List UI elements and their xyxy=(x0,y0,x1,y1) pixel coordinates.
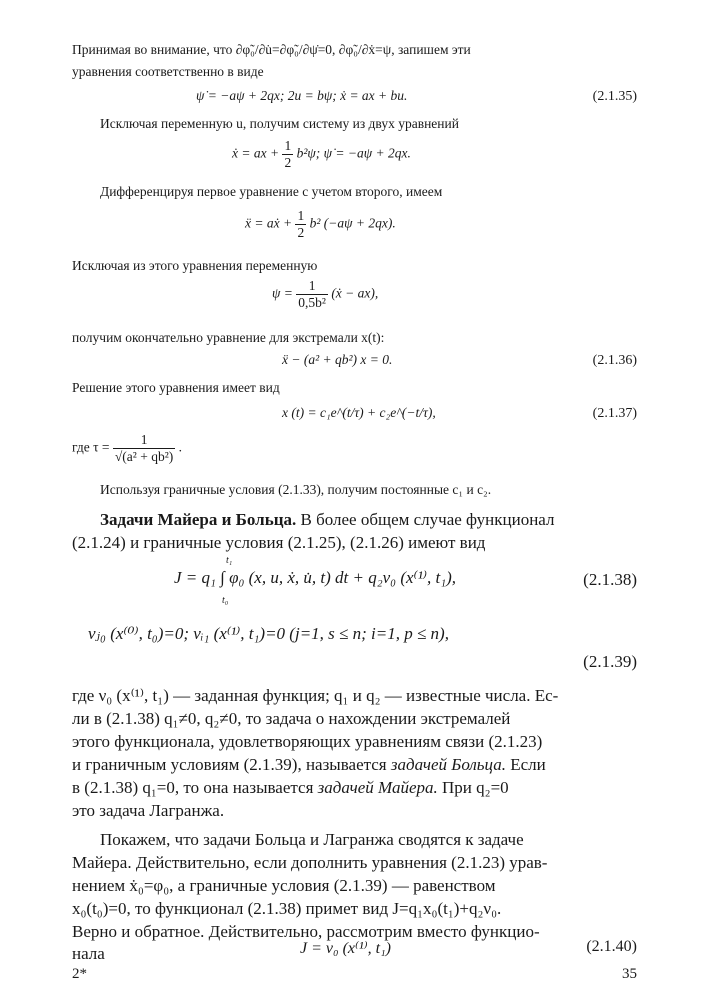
numerator: 1 xyxy=(113,432,175,449)
equation-2-1-40: J = ν₀ (x⁽¹⁾, t₁) xyxy=(300,940,391,957)
text-part: Если xyxy=(506,755,546,774)
text-line: где ν₀ (x⁽¹⁾, t₁) — заданная функция; q₁ и q₂ — известные числа. Ес- xyxy=(72,686,559,705)
equation-psi xyxy=(272,278,378,311)
text-line: Решение этого уравнения имеет вид xyxy=(72,380,280,395)
equation-2-1-36: ẍ − (a² + qb²) x = 0. xyxy=(282,352,393,367)
equation-part: ψ = xyxy=(272,285,293,301)
equation-2-1-35: ψ̇ = −aψ + 2qx; 2u = bψ; ẋ = ax + bu. xyxy=(196,88,408,103)
numerator: 1 xyxy=(297,208,305,223)
text-part: и граничным условиям (2.1.39), называется xyxy=(72,755,391,774)
text-line: уравнения соответственно в виде xyxy=(72,64,264,79)
text-line: нала xyxy=(72,944,105,963)
equation-part: b²ψ; ψ̇ = −aψ + 2qx. xyxy=(296,145,411,161)
equation-2-1-37: x (t) = c₁e^(t/τ) + c₂e^(−t/τ), xyxy=(282,405,436,420)
text-line: Исключая из этого уравнения переменную xyxy=(72,258,318,273)
integral-upper-limit: t₁ xyxy=(226,555,233,566)
fraction xyxy=(296,278,328,311)
equation-number: (2.1.40) xyxy=(586,938,637,955)
text-part: в (2.1.38) q₁=0, то она называется xyxy=(72,778,318,797)
text-line: Дифференцируя первое уравнение с учетом второго, имеем xyxy=(100,184,443,199)
text-line: Принимая во внимание, что ∂φ̃₀/∂u̇=∂φ̃₀/∂ψ̇=0, ∂φ̃₀/∂ẋ=ψ, запишем эти xyxy=(72,42,471,57)
denominator: 2 xyxy=(297,224,305,240)
text-line: Используя граничные условия (2.1.33), получим постоянные c₁ и c₂. xyxy=(100,482,492,497)
footer-signature: 2* xyxy=(72,966,87,982)
fraction xyxy=(295,208,306,241)
text-line: x₀(t₀)=0, то функционал (2.1.38) примет вид J=q₁x₀(t₁)+q₂ν₀. xyxy=(72,899,502,918)
text-line: Исключая переменную u, получим систему из двух уравнений xyxy=(100,116,459,131)
denominator: 0,5b² xyxy=(298,294,326,310)
equation-2-1-38: J = q₁ ∫ φ₀ (x, u, ẋ, u̇, t) dt + q₂ν₀ (x⁽¹⁾, t₁), xyxy=(174,568,457,587)
equation-2-1-39: νⱼ₀ (x⁽⁰⁾, t₀)=0; νᵢ₁ (x⁽¹⁾, t₁)=0 (j=1, s ≤ n; i=1, p ≤ n), xyxy=(88,624,449,643)
text-line: нением ẋ₀=φ₀, а граничные условия (2.1.39) — равенством xyxy=(72,876,496,895)
denominator: √(a² + qb²) xyxy=(114,448,174,464)
equation-number: (2.1.38) xyxy=(583,570,637,589)
term-mayer: задачей Майера. xyxy=(317,778,438,797)
text-line xyxy=(72,778,640,798)
text-line: этого функционала, удовлетворяющих уравнениям связи (2.1.23) xyxy=(72,732,543,751)
equation-part: ẋ = ax + xyxy=(232,145,280,161)
equation-part: ẍ = aẋ + xyxy=(245,215,293,231)
section-title: Задачи Майера и Больца. xyxy=(100,510,297,529)
equation-differentiated xyxy=(245,208,396,241)
equation-number: (2.1.37) xyxy=(592,406,637,421)
integral-lower-limit: t₀ xyxy=(222,595,229,606)
text-line xyxy=(72,755,640,775)
text-part: где τ = xyxy=(72,439,110,455)
text-line: Покажем, что задачи Больца и Лагранжа сводятся к задаче xyxy=(100,830,524,849)
text-part: В более общем случае функционал xyxy=(296,510,555,529)
tau-definition xyxy=(72,432,640,465)
numerator: 1 xyxy=(284,138,292,153)
section-heading-line xyxy=(100,510,668,530)
equation-number: (2.1.36) xyxy=(592,353,637,368)
equation-number: (2.1.39) xyxy=(583,652,637,671)
text-line: это задача Лагранжа. xyxy=(72,801,225,820)
text-line: получим окончательно уравнение для экстремали x(t): xyxy=(72,330,385,345)
equation-part: (ẋ − ax), xyxy=(331,285,379,301)
equation-number: (2.1.35) xyxy=(592,89,637,104)
denominator: 2 xyxy=(284,154,292,170)
text-part: При q₂=0 xyxy=(437,778,509,797)
numerator: 1 xyxy=(296,278,328,295)
text-part: . xyxy=(178,439,182,455)
fraction xyxy=(113,432,175,465)
text-line: ли в (2.1.38) q₁≠0, q₂≠0, то задача о нахождении экстремалей xyxy=(72,709,511,728)
page-number: 35 xyxy=(622,966,637,982)
equation-part: b² (−aψ + 2qx). xyxy=(309,215,396,231)
term-bolza: задачей Больца. xyxy=(390,755,506,774)
text-line: (2.1.24) и граничные условия (2.1.25), (2.1.26) имеют вид xyxy=(72,533,486,552)
equation-system xyxy=(232,138,411,171)
text-line: Верно и обратное. Действительно, рассмотрим вместо функцио- xyxy=(72,922,540,941)
fraction xyxy=(282,138,293,171)
text-line: Майера. Действительно, если дополнить уравнения (2.1.23) урав- xyxy=(72,853,548,872)
